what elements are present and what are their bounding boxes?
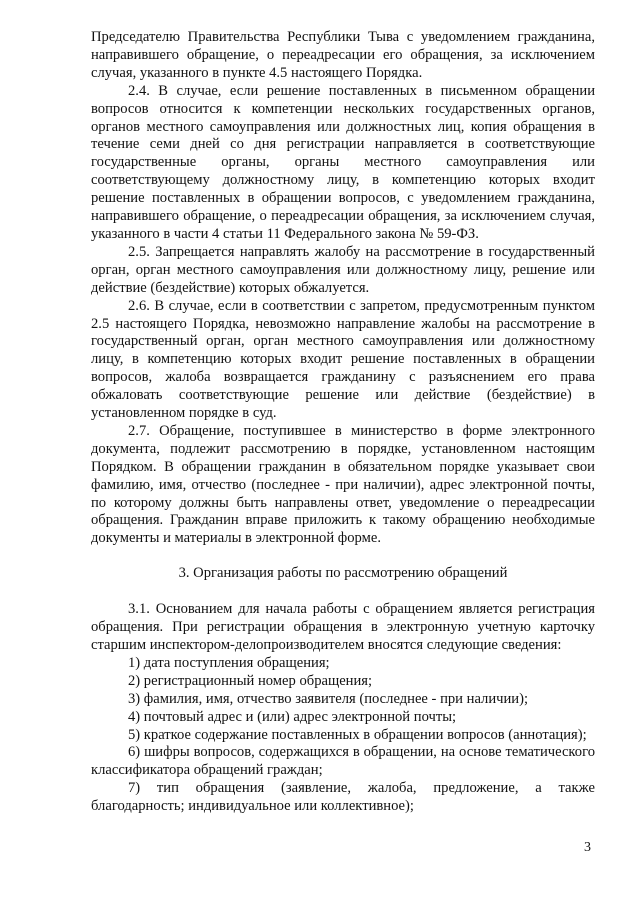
list-item: 4) почтовый адрес и (или) адрес электронной почты;	[128, 708, 457, 725]
paragraph-2-4: 2.4. В случае, если решение поставленных в письменном обращении вопросов относится к компетенции нескольких государственных органов, органов местного самоуправления или должностных лиц, копия обращения в течение семи дней со дня регистрации направляется в соответствующие государственные органы, органы местного самоуправления или соответствующему должностному лицу, в компетенцию которых входит решение поставленных в обращении вопросов, с уведомлением гражданина, направившего обращение, о переадресации обращения, за исключением случая, указанного в части 4 статьи 11 Федерального закона № 59-ФЗ.	[91, 82, 595, 242]
document-page	[91, 29, 595, 816]
list-item: 7) тип обращения (заявление, жалоба, предложение, а также благодарность; индивидуальное или коллективное);	[91, 780, 595, 815]
page-number: 3	[584, 840, 591, 855]
paragraph-2-7: 2.7. Обращение, поступившее в министерство в форме электронного документа, подлежит рассмотрению в порядке, установленном настоящим Порядком. В обращении гражданин в обязательном порядке указывает свои фамилию, имя, отчество (последнее - при наличии), адрес электронной почты, по которому должны быть направлены ответ, уведомление о переадресации обращения. Гражданин вправе приложить к такому обращению необходимые документы и материалы в электронной форме.	[91, 422, 595, 547]
paragraph-3-1: 3.1. Основанием для начала работы с обращением является регистрация обращения. При регистрации обращения в электронную учетную карточку старшим инспектором-делопроизводителем вносятся следующие сведения:	[91, 601, 595, 653]
paragraph-2-6: 2.6. В случае, если в соответствии с запретом, предусмотренным пунктом 2.5 настоящего Порядка, невозможно направление жалобы на рассмотрение в государственный орган, орган местного самоуправления или должностному лицу, в компетенцию которых входит решение поставленных в обращении вопросов, жалоба возвращается гражданину с разъяснением его права обжаловать соответствующие решение или действие (бездействие) в установленном порядке в суд.	[91, 297, 595, 422]
paragraph-2-5: 2.5. Запрещается направлять жалобу на рассмотрение в государственный орган, орган местного самоуправления или должностному лицу, решение или действие (бездействие) которых обжалуется.	[91, 243, 595, 296]
paragraph-continuation: Председателю Правительства Республики Тыва с уведомлением гражданина, направившего обращение, о переадресации его обращения, за исключением случая, указанного в пункте 4.5 настоящего Порядка.	[91, 29, 595, 81]
section-heading: 3. Организация работы по рассмотрению обращений	[178, 565, 508, 582]
list-item: 1) дата поступления обращения;	[128, 654, 330, 671]
list-item: 2) регистрационный номер обращения;	[128, 672, 373, 689]
list-item: 6) шифры вопросов, содержащихся в обращении, на основе тематического классификатора обращений граждан;	[91, 744, 595, 779]
list-item: 3) фамилия, имя, отчество заявителя (последнее - при наличии);	[128, 690, 529, 707]
list-item: 5) краткое содержание поставленных в обращении вопросов (аннотация);	[128, 726, 587, 743]
registration-fields-list	[91, 655, 595, 816]
